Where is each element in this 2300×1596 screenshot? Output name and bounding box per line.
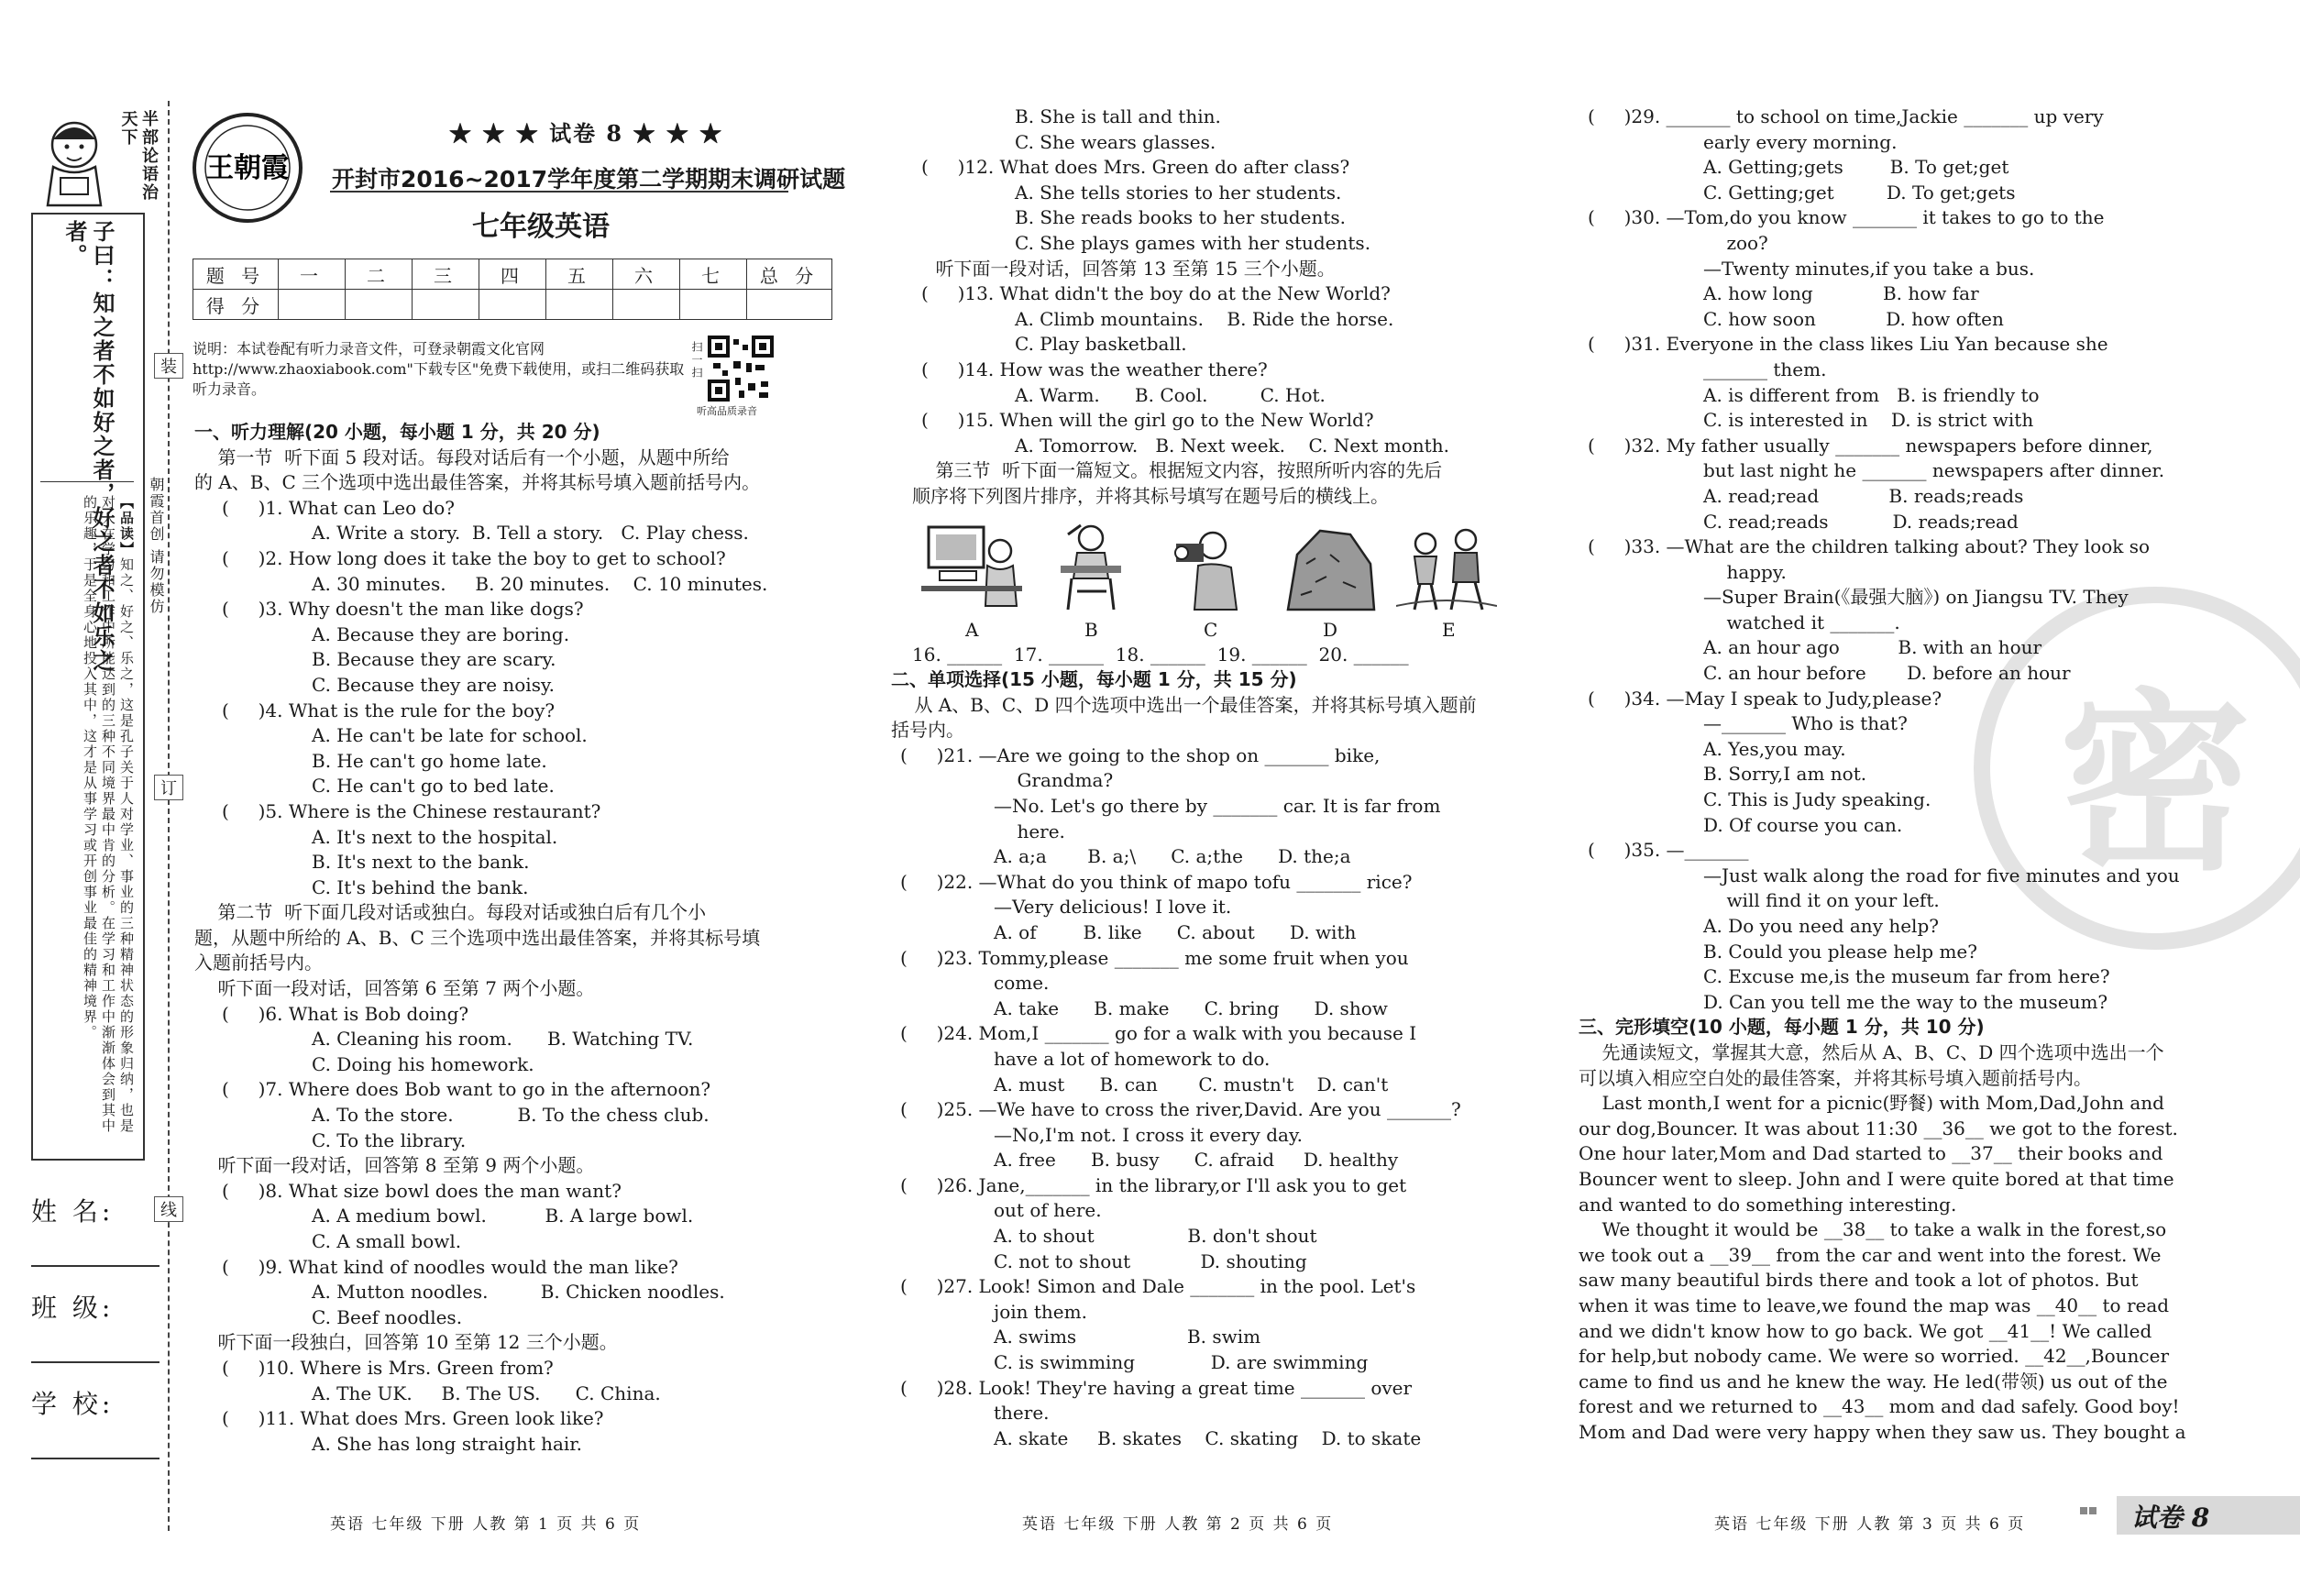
question-stem: ( )23. Tommy,please _______ me some fruit when you <box>900 946 1409 969</box>
answer-option: A. It's next to the hospital. <box>312 825 558 848</box>
answer-option: C. Doing his homework. <box>312 1052 534 1075</box>
answer-option: C. read;reads D. reads;read <box>1703 510 2019 533</box>
answer-option: C. Excuse me,is the museum far from here? <box>1703 965 2110 988</box>
score-input[interactable] <box>413 290 479 320</box>
picture-label-e: E <box>1442 619 1456 641</box>
score-input[interactable] <box>279 290 346 320</box>
answer-option: early every morning. <box>1703 130 1898 153</box>
answer-option: A. an hour ago B. with an hour <box>1703 636 2042 659</box>
answer-option: B. It's next to the bank. <box>312 851 530 874</box>
publisher-logo <box>188 108 307 227</box>
answer-option: D. Of course you can. <box>1703 813 1903 836</box>
question-stem: ( )21. —Are we going to the shop on _______ bike, <box>900 743 1381 766</box>
class-field[interactable] <box>31 1288 160 1361</box>
question-stem: ( )29. _______ to school on time,Jackie _______ up very <box>1588 105 2104 127</box>
answer-option: A. 30 minutes. B. 20 minutes. C. 10 minutes. <box>312 572 768 595</box>
instruction-text: 题，从题中所给的 A、B、C 三个选项中选出最佳答案，并将其标号填 <box>194 926 761 949</box>
score-input[interactable] <box>680 290 747 320</box>
instruction-text: we took out a __39__ from the car and went into the forest. We <box>1579 1243 2162 1266</box>
answer-option: A. Because they are boring. <box>312 622 570 645</box>
picture-labels <box>912 619 1517 644</box>
answer-option: B. Sorry,I am not. <box>1703 763 1867 786</box>
question-stem: ( )8. What size bowl does the man want? <box>222 1179 622 1202</box>
instruction-text: We thought it would be __38__ to take a walk in the forest,so <box>1579 1218 2167 1241</box>
score-input[interactable] <box>479 290 546 320</box>
instruction-text: 听下面一段对话，回答第 6 至第 7 两个小题。 <box>194 977 595 1000</box>
subject-title: 七年级英语 <box>472 211 610 243</box>
answer-option: out of here. <box>994 1199 1102 1222</box>
cut-mark-1: 装 <box>154 353 183 379</box>
picture-camera-icon <box>1158 518 1259 619</box>
score-table-header-row <box>193 259 832 290</box>
question-stem: ( )27. Look! Simon and Dale _______ in the pool. Let's <box>900 1275 1416 1298</box>
answer-option: A. Write a story. B. Tell a story. C. Play chess. <box>312 522 749 545</box>
instruction-text: 听下面一段独白，回答第 10 至第 12 三个小题。 <box>194 1331 618 1354</box>
score-cell: 七 <box>680 259 747 290</box>
answer-option: A. Climb mountains. B. Ride the horse. <box>1015 307 1394 330</box>
answer-option: A. Mutton noodles. B. Chicken noodles. <box>312 1281 725 1304</box>
answer-option: A. read;read B. reads;reads <box>1703 484 2024 507</box>
question-stem: ( )9. What kind of noodles would the man like? <box>222 1255 678 1278</box>
instruction-text: Last month,I went for a picnic(野餐) with Mom,Dad,John and <box>1579 1092 2164 1115</box>
section-heading: 一、听力理解(20 小题，每小题 1 分，共 20 分) <box>194 421 600 443</box>
answer-option: B. She is tall and thin. <box>1015 105 1221 127</box>
picture-label-a: A <box>965 619 979 641</box>
answer-option: —No. Let's go there by _______ car. It is far from <box>994 794 1441 817</box>
qr-code-icon[interactable] <box>708 336 774 402</box>
instruction-text: 可以填入相应空白处的最佳答案，并将其标号填入题前括号内。 <box>1579 1066 2092 1089</box>
section-heading: 二、单项选择(15 小题，每小题 1 分，共 15 分) <box>891 668 1297 690</box>
answer-option: B. She reads books to her students. <box>1015 206 1346 229</box>
cut-mark-2: 订 <box>154 775 183 800</box>
title-rule <box>330 191 788 193</box>
column-2-top <box>912 105 1517 510</box>
confucius-quote: 子曰：知之者不如好之者，好之者不如乐之者。 <box>61 220 116 673</box>
score-input[interactable] <box>747 290 832 320</box>
page-footer-2: 英语 七年级 下册 人教 第 2 页 共 6 页 <box>1022 1515 1334 1534</box>
answer-option: come. <box>994 972 1050 995</box>
paper-tag: ★ ★ ★ 试卷 8 ★ ★ ★ <box>449 120 724 147</box>
answer-option: A. Cleaning his room. B. Watching TV. <box>312 1028 694 1051</box>
answer-option: A. swims B. swim <box>994 1326 1261 1348</box>
score-cell: 题 号 <box>193 259 279 290</box>
score-cell: 五 <box>546 259 613 290</box>
question-stem: ( )11. What does Mrs. Green look like? <box>222 1407 604 1430</box>
answer-option: D. Can you tell me the way to the museum? <box>1703 990 2108 1013</box>
watermark-char: 密 <box>2058 672 2252 897</box>
answer-option: C. Play basketball. <box>1015 333 1187 356</box>
instruction-text: 的 A、B、C 三个选项中选出最佳答案，并将其标号填入题前括号内。 <box>194 471 761 494</box>
question-stem: ( )33. —What are the children talking about? They look so <box>1588 535 2151 558</box>
answer-option: C. It's behind the bank. <box>312 875 529 898</box>
qr-side-label: 扫一扫 <box>690 341 703 380</box>
answer-option: A. to shout B. don't shout <box>994 1225 1317 1248</box>
question-stem: ( )25. —We have to cross the river,David. Are you _______? <box>900 1098 1461 1121</box>
answer-option: A. skate B. skates C. skating D. to skate <box>994 1426 1422 1449</box>
page-footer-1: 英语 七年级 下册 人教 第 1 页 共 6 页 <box>330 1515 642 1534</box>
answer-option: A. She tells stories to her students. <box>1015 181 1342 204</box>
answer-option: C. Getting;get D. To get;gets <box>1703 181 2016 204</box>
answer-option: A. She has long straight hair. <box>312 1432 583 1455</box>
instruction-text: 听下面一段对话，回答第 13 至第 15 三个小题。 <box>912 257 1336 280</box>
score-input[interactable] <box>546 290 613 320</box>
picture-label-d: D <box>1323 619 1338 641</box>
question-stem: ( )13. What didn't the boy do at the New World? <box>921 282 1391 305</box>
answer-option: A. A medium bowl. B. A large bowl. <box>312 1205 694 1227</box>
answer-option: A. Warm. B. Cool. C. Hot. <box>1015 383 1326 406</box>
class-label: 班 级: <box>31 1293 115 1323</box>
instruction-text: our dog,Bouncer. It was about 11:30 __36__ we got to the forest. <box>1579 1117 2178 1139</box>
score-input[interactable] <box>346 290 413 320</box>
question-stem: ( )28. Look! They're having a great time _______ over <box>900 1376 1413 1399</box>
instruction-text: and we didn't know how to go back. We got __41__! We called <box>1579 1319 2152 1342</box>
answer-option: but last night he _______ newspapers after dinner. <box>1703 459 2165 482</box>
commentary-title: 【品读】 <box>118 495 135 557</box>
question-stem: ( )4. What is the rule for the boy? <box>222 699 556 721</box>
question-stem: ( )26. Jane,_______ in the library,or I'll ask you to get <box>900 1173 1407 1196</box>
school-field[interactable] <box>31 1384 160 1458</box>
question-stem: ( )6. What is Bob doing? <box>222 1002 469 1025</box>
answer-option: —Just walk along the road for five minutes and you <box>1703 864 2180 886</box>
answer-option: —_______ Who is that? <box>1703 712 1908 735</box>
answer-option: C. is interested in D. is strict with <box>1703 409 2034 432</box>
answer-option: A. Yes,you may. <box>1703 737 1846 760</box>
instruction-text: 入题前括号内。 <box>194 952 323 974</box>
answer-option: A. He can't be late for school. <box>312 724 588 747</box>
answer-option: A. of B. like C. about D. with <box>994 920 1357 943</box>
instruction-text: 括号内。 <box>891 719 964 742</box>
answer-option: will find it on your left. <box>1703 889 1940 912</box>
score-cell: 三 <box>413 259 479 290</box>
answer-option: _______ them. <box>1703 358 1827 380</box>
divider <box>40 481 134 482</box>
logo-text: 王朝霞 <box>206 152 289 184</box>
scholar-cartoon-icon <box>33 108 116 209</box>
instruction-text: 顺序将下列图片排序，并将其标号填写在题号后的横线上。 <box>912 484 1389 507</box>
binding-sidebar <box>0 0 174 1596</box>
instruction-text: came to find us and he knew the way. He led(带领) us out of the <box>1579 1370 2168 1392</box>
corner-paper-tag: 试卷 8 <box>2131 1502 2210 1533</box>
score-cell: 总 分 <box>747 259 832 290</box>
instruction-text: One hour later,Mom and Dad started to __37__ their books and <box>1579 1142 2163 1165</box>
picture-kids-playing-icon <box>1396 518 1497 619</box>
picture-computer-icon <box>921 518 1022 619</box>
question-stem: ( )10. Where is Mrs. Green from? <box>222 1356 554 1379</box>
answer-option: B. Could you please help me? <box>1703 940 1977 963</box>
answer-option: C. She wears glasses. <box>1015 130 1216 153</box>
answer-option: happy. <box>1703 560 1787 583</box>
answer-option: C. an hour before D. before an hour <box>1703 662 2071 685</box>
score-table-score-row[interactable] <box>193 290 832 320</box>
score-table <box>193 259 832 320</box>
qr-caption: 听高品质录音 <box>697 405 757 417</box>
question-stem: ( )31. Everyone in the class likes Liu Yan because she <box>1588 333 2108 356</box>
answer-option: —Very delicious! I love it. <box>994 896 1232 919</box>
answer-option: A. is different from B. is friendly to <box>1703 383 2040 406</box>
answer-option: Grandma? <box>994 769 1114 792</box>
cut-line <box>168 101 170 1531</box>
answer-option: A. To the store. B. To the chess club. <box>312 1104 710 1127</box>
answer-option: B. Because they are scary. <box>312 648 556 671</box>
question-stem: ( )3. Why doesn't the man like dogs? <box>222 598 584 621</box>
question-stem: ( )30. —Tom,do you know _______ it takes to go to the <box>1588 206 2105 229</box>
instruction-text: for help,but nobody came. We were so worried. __42__,Bouncer <box>1579 1345 2170 1368</box>
answer-option: have a lot of homework to do. <box>994 1047 1271 1070</box>
school-label: 学 校: <box>31 1389 115 1419</box>
answer-option: C. Because they are noisy. <box>312 673 555 696</box>
answer-option: there. <box>994 1402 1050 1425</box>
question-stem: ( )32. My father usually _______ newspapers before dinner, <box>1588 434 2153 457</box>
instruction-text: and wanted to do something interesting. <box>1579 1193 1957 1216</box>
picture-answer-blanks[interactable]: 16. ______ 17. ______ 18. ______ 19. ______ 20. ______ <box>912 644 1409 666</box>
dot-pattern <box>2079 1498 2107 1525</box>
picture-label-b: B <box>1084 619 1098 641</box>
instruction-text: 从 A、B、C、D 四个选项中选出一个最佳答案，并将其标号填入题前 <box>891 693 1477 716</box>
question-stem: ( )1. What can Leo do? <box>222 496 456 519</box>
answer-option: C. This is Judy speaking. <box>1703 788 1931 811</box>
picture-label-c: C <box>1204 619 1218 641</box>
answer-option: A. Getting;gets B. To get;get <box>1703 156 2009 179</box>
answer-option: C. Beef noodles. <box>312 1305 463 1328</box>
question-stem: ( )12. What does Mrs. Green do after class? <box>921 156 1350 179</box>
answer-option: A. must B. can C. mustn't D. can't <box>994 1073 1389 1095</box>
answer-option: C. is swimming D. are swimming <box>994 1351 1369 1374</box>
score-cell: 二 <box>346 259 413 290</box>
answer-option: here. <box>994 820 1065 842</box>
instruction-text: Bouncer went to sleep. John and I were quite bored at that time <box>1579 1167 2174 1190</box>
page-footer-3: 英语 七年级 下册 人教 第 3 页 共 6 页 <box>1714 1515 2026 1534</box>
answer-option: C. To the library. <box>312 1128 467 1151</box>
motto-header: 半部论语治天下 <box>118 110 159 202</box>
picture-reading-icon <box>1040 518 1141 619</box>
question-stem: ( )2. How long does it take the boy to get to school? <box>222 546 726 569</box>
exam-title: 开封市2016~2017学年度第二学期期末调研试题 <box>332 166 846 193</box>
question-stem: ( )5. Where is the Chinese restaurant? <box>222 799 601 822</box>
answer-option: A. how long B. how far <box>1703 282 1979 305</box>
column-3 <box>1579 105 2202 1445</box>
name-field[interactable] <box>31 1192 160 1265</box>
score-input[interactable] <box>613 290 680 320</box>
answer-option: B. He can't go home late. <box>312 749 547 772</box>
picture-mountain-icon <box>1279 518 1380 619</box>
column-2-bottom <box>891 667 1514 1451</box>
question-stem: ( )34. —May I speak to Judy,please? <box>1588 687 1942 710</box>
question-stem: ( )35. —_______ <box>1588 839 1749 862</box>
instruction-text: 第三节 听下面一篇短文。根据短文内容，按照所听内容的先后 <box>912 459 1443 482</box>
answer-option: A. Do you need any help? <box>1703 915 1939 937</box>
score-cell: 四 <box>479 259 546 290</box>
instruction-text: forest and we returned to __43__ mom and dad safely. Good boy! <box>1579 1395 2180 1418</box>
answer-option: C. A small bowl. <box>312 1230 462 1252</box>
commentary-block <box>40 495 136 1137</box>
instruction-text: 听下面一段对话，回答第 8 至第 9 两个小题。 <box>194 1154 595 1177</box>
column-1 <box>194 420 827 1457</box>
name-label: 姓 名: <box>31 1196 115 1227</box>
picture-row <box>912 518 1517 619</box>
question-stem: ( )14. How was the weather there? <box>921 358 1268 380</box>
answer-option: C. how soon D. how often <box>1703 307 2004 330</box>
answer-option: —Super Brain(《最强大脑》) on Jiangsu TV. They <box>1703 586 2129 609</box>
copyright-note: 朝霞首创 请勿模仿 <box>148 477 165 616</box>
question-stem: ( )15. When will the girl go to the New World? <box>921 409 1374 432</box>
answer-option: A. free B. busy C. afraid D. healthy <box>994 1149 1399 1172</box>
score-cell: 一 <box>279 259 346 290</box>
instruction-text: Mom and Dad were very happy when they saw us. They bought a <box>1579 1420 2186 1443</box>
instruction-text: saw many beautiful birds there and took a lot of photos. But <box>1579 1269 2139 1292</box>
answer-option: —Twenty minutes,if you take a bus. <box>1703 257 2035 280</box>
answer-option: C. not to shout D. shouting <box>994 1249 1307 1272</box>
instruction-text: 先通读短文，掌握其大意，然后从 A、B、C、D 四个选项中选出一个 <box>1579 1040 2164 1063</box>
instruction-text: 第一节 听下面 5 段对话。每段对话后有一个小题，从题中所给 <box>194 446 730 468</box>
instruction-text: when it was time to leave,we found the map was __40__ to read <box>1579 1293 2170 1316</box>
audio-note: 说明：本试卷配有听力录音文件，可登录朝霞文化官网 http://www.zhaoxiabook.com"下载专区"免费下载使用，或扫二维码获取听力录音。 <box>193 340 685 398</box>
question-stem: ( )7. Where does Bob want to go in the afternoon? <box>222 1078 711 1101</box>
question-stem: ( )24. Mom,I _______ go for a walk with you because I <box>900 1022 1417 1045</box>
answer-option: —No,I'm not. I cross it every day. <box>994 1123 1303 1146</box>
answer-option: A. a;a B. a;\ C. a;the D. the;a <box>994 845 1351 868</box>
answer-option: join them. <box>994 1300 1087 1323</box>
answer-option: watched it _______. <box>1703 611 1900 633</box>
answer-option: A. take B. make C. bring D. show <box>994 996 1388 1019</box>
answer-option: zoo? <box>1703 231 1768 254</box>
instruction-text: 第二节 听下面几段对话或独白。每段对话或独白后有几个小 <box>194 901 707 924</box>
answer-option: A. Tomorrow. B. Next week. C. Next month. <box>1015 434 1449 457</box>
cut-mark-3: 线 <box>154 1196 183 1222</box>
score-cell: 六 <box>613 259 680 290</box>
answer-option: C. He can't go to bed late. <box>312 775 555 798</box>
answer-option: A. The UK. B. The US. C. China. <box>312 1381 661 1404</box>
section-heading: 三、完形填空(10 小题，每小题 1 分，共 10 分) <box>1579 1016 1985 1039</box>
answer-option: C. She plays games with her students. <box>1015 231 1371 254</box>
score-cell: 得 分 <box>193 290 279 320</box>
commentary-text: 知之、好之、乐之，这是孔子关于人对学业、事业的三种精神状态的形象归纳，也是对人在学习和工作中所能达到的三种不同境界最中肯的分析。在学习和工作中渐渐体会到其中的乐趣，于是全身心地投入其中，这才是从事学习或开创事业最佳的精神境界。 <box>82 495 135 1134</box>
question-stem: ( )22. —What do you think of mapo tofu _______ rice? <box>900 870 1413 893</box>
